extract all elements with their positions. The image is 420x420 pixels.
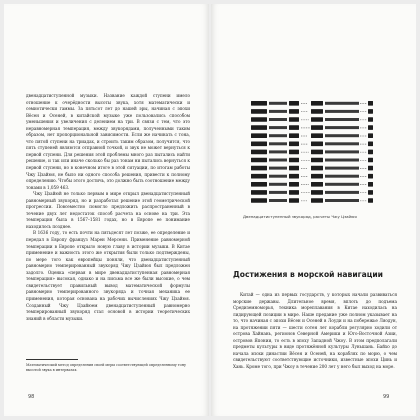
figure-row-glyph — [311, 198, 323, 203]
figure-row-glyph — [311, 142, 323, 147]
figure-row-label — [251, 117, 267, 122]
figure-row-number — [325, 142, 359, 145]
figure-row-glyph — [368, 158, 373, 163]
figure-row-number — [325, 191, 359, 194]
figure-row-number — [269, 191, 287, 194]
figure-row-glyph — [311, 166, 323, 171]
figure-row-label — [251, 125, 267, 130]
paragraph: двенадцатиступенной музыки. Название каждой ступени имело отношение к очерёдности высоты звука, хотя математически и семиотически гаммы. За пятьсот лет до нашей эры, начиная с эпохи Вёсен и Осеней, в китайской музыке уже пользовались способом уменьшения и увеличения с делением на три. В связи с тем, что это неравномерная темперация, между звукорядами, полученными таким образом, нет пропорциональной зависимости. Если же начинать с тона, что пятой ступени на триадах, и строить таким образом, получится, что пять ступеней являются отправной точкой, и звук не может вернуться к первой ступени. Для решения этой проблемы много раз пытались найти решение, и так или иначе сколько бы раз тонам ни пытались вернуться к первой ступени, но в конечном итоге в этой ситуации, по итогам работы Чжу Цзайюя, не было ни одного способа решения, привести к полному определению. Чтобы этого достичь, это должно быть соотношение между тонами в 1,059 463. — [26, 93, 190, 190]
page-number-left: 98 — [28, 394, 35, 400]
figure-row-number — [325, 150, 359, 153]
figure-row-glyph — [368, 182, 373, 187]
figure-row-glyph — [289, 117, 299, 122]
figure-row-glyph — [368, 174, 373, 179]
figure-row-label — [251, 190, 267, 195]
page-number-right: 99 — [383, 394, 390, 400]
figure-row-number — [269, 102, 287, 105]
figure-row-glyph — [289, 158, 299, 163]
figure-row-label — [251, 174, 267, 179]
figure-row-glyph — [368, 109, 373, 114]
figure-row-label — [251, 142, 267, 147]
figure-row-number — [325, 110, 359, 113]
figure-row-glyph — [368, 142, 373, 147]
figure-row-glyph — [368, 166, 373, 171]
figure-row-label — [251, 133, 267, 138]
figure-row-glyph — [311, 133, 323, 138]
figure-row-label — [251, 158, 267, 163]
paragraph: Чжу Цзайюй не только первым в мире открыл двенадцатиступенный равномерный звукоряд, но и разработал решение этой геометрической прогрессии. Повсеместно помогло предложить распространенный в течение двух лет недостаток способ расчета на основе на три. Эта темперация была в 1567–1581 годах, но в Европе ее понимание находилось позднее. — [26, 191, 190, 229]
figure-row-glyph — [289, 174, 299, 179]
figure-row-glyph — [311, 158, 323, 163]
figure-row-glyph — [311, 174, 323, 179]
figure-row-number — [269, 175, 287, 178]
figure-row-glyph — [368, 190, 373, 195]
figure-row-number — [269, 183, 287, 186]
paragraph: В 1636 году, то есть почти на пятьдесят лет позже, ее определение и передал в Европу француз Марен Мерсенн. Применение равномерной темперации в Европе открыло новую главу в истории музыки. В Китае применение и важность этого же открытия были только подтверждены, по мере того как европейцы поняли, что двенадцатиступенный равномерно темперированный звукоряд Чжу Цзайюя был предложен задолго. Оценка «первая в мире двенадцатиступенная равномерная темперация» высокая, однако и на письма все же были высокие, о чем свидетельствует правильный вывод математической формулы равномерно темперированного звукоряда и точная механика ее применения, которая основана на рабочих вычислениях Чжу Цзайюя. Созданный Чжу Цзайюем двенадцатиступенный равномерно темперированный звукоряд стал основой в истории теоретических знаний в области музыки. — [26, 230, 190, 321]
figure-row-label — [251, 166, 267, 171]
figure-row-glyph — [311, 117, 323, 122]
book-spread — [4, 4, 416, 416]
figure-row-number — [325, 134, 359, 137]
figure-row-glyph — [289, 101, 299, 106]
footnote-rule — [26, 359, 78, 360]
figure-row-glyph — [311, 101, 323, 106]
figure-row-glyph — [289, 190, 299, 195]
figure-row-glyph — [289, 133, 299, 138]
figure-row-label — [251, 109, 267, 114]
figure-row-glyph — [311, 190, 323, 195]
figure-row-glyph — [289, 109, 299, 114]
figure-row-glyph — [311, 125, 323, 130]
figure-row-label — [251, 182, 267, 187]
figure-row-glyph — [289, 198, 299, 203]
left-page — [4, 4, 209, 416]
figure-row-number — [269, 126, 287, 129]
figure-row-glyph — [368, 198, 373, 203]
figure-row-glyph — [368, 125, 373, 130]
figure-row-number — [269, 150, 287, 153]
figure-row-glyph — [289, 125, 299, 130]
figure-row-number — [269, 159, 287, 162]
figure-row-number — [325, 102, 359, 105]
figure-row-label — [251, 198, 267, 203]
figure-row-number — [325, 118, 359, 121]
figure-row-number — [269, 167, 287, 170]
figure-row-glyph — [289, 150, 299, 155]
left-body-text — [26, 93, 190, 322]
figure-row-label — [251, 101, 267, 106]
figure-row-number — [325, 126, 359, 129]
figure-row-glyph — [289, 182, 299, 187]
figure-row-glyph — [289, 166, 299, 171]
figure-row-glyph — [311, 182, 323, 187]
figure-row-number — [325, 175, 359, 178]
figure-row-number — [269, 134, 287, 137]
scale-table-graphic — [249, 98, 375, 206]
figure-row-label — [251, 150, 267, 155]
figure-scale-table — [249, 98, 375, 206]
figure-row-glyph — [368, 150, 373, 155]
paragraph: Китай — одна из первых государств, у которых начали развиваться морские державы. Длительное время, вплоть до подъема Средиземноморья, техника мореплавания в Китае находилась на лидирующей позиции в мире. Наше предание уже полном указывает на то, что начиная с эпохи Вёсен и Осеней в Лоуди и на побережье Ляодун, на протяжении пяти — шести сотен лет корабли регулярно ходили от острова Хайнань, регионов Северной Америки и Юго-Восточной Азии, островов Японии, то есть в эпоху Западной Чжоу. В этом предполагали предметы культуры в виде протяжённой культуры Луньшань. Байхо до начала эпохи династии Вёсен и Осеней, на кораблях по морю, о чем свидетельствуют соответствующие источники, известные эпохи Цинь и Хань. Кроме того, при Чжоу в течение 200 лет у него был выход на море. — [233, 292, 397, 370]
right-body-text — [233, 292, 397, 371]
figure-row-number — [269, 118, 287, 121]
figure-row-glyph — [368, 101, 373, 106]
right-page — [211, 4, 416, 416]
figure-row-number — [269, 110, 287, 113]
footnote: Математический метод определения своей меры соответствующей определенному тону высотой звука в интервалах. — [26, 363, 186, 372]
figure-row-number — [325, 199, 359, 202]
figure-row-number — [269, 142, 287, 145]
figure-row-number — [269, 199, 287, 202]
figure-row-glyph — [289, 142, 299, 147]
figure-row-glyph — [311, 150, 323, 155]
figure-row-number — [325, 159, 359, 162]
figure-row-glyph — [311, 109, 323, 114]
figure-row-glyph — [368, 133, 373, 138]
figure-caption: Двенадцатиступенный звукоряд, расчеты Чжу Цзайюя — [243, 214, 357, 219]
figure-row-glyph — [368, 117, 373, 122]
section-title: Достижения в морской навигации — [233, 270, 384, 279]
figure-row-number — [325, 167, 359, 170]
figure-row-number — [325, 183, 359, 186]
